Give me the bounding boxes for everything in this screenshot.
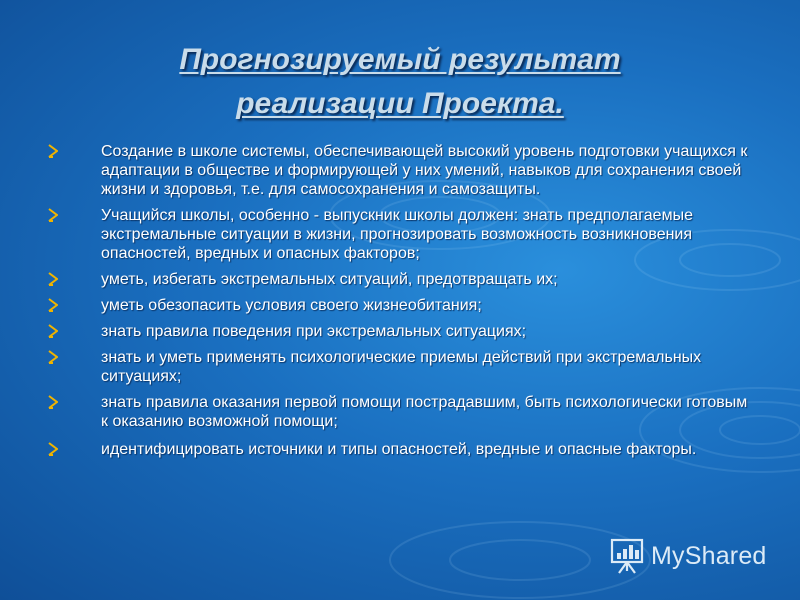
title-line-2: реализации Проекта. [236,87,564,120]
slide-title [0,38,800,126]
list-item-text: знать и уметь применять психологические приемы действий при экстремальных ситуациях; [101,349,702,385]
arrow-bullet-icon [48,442,58,456]
list-item-text: Учащийся школы, особенно - выпускник школы должен: знать предполагаемые экстремальные ситуации в жизни, прогнозировать возможность возникновения опасностей, вредных и опасных факторов; [101,207,693,262]
arrow-bullet-icon [48,272,58,286]
list-item-text: уметь обезопасить условия своего жизнеобитания; [101,297,482,314]
bullet-list [48,142,748,471]
list-item [48,206,748,263]
list-item-text: идентифицировать источники и типы опасностей, вредные и опасные факторы. [101,441,697,458]
myshared-watermark [609,536,767,576]
arrow-bullet-icon [48,324,58,338]
chart-icon [609,537,645,575]
arrow-bullet-icon [48,144,58,158]
list-item [48,296,748,315]
arrow-bullet-icon [48,208,58,222]
list-item-text: Создание в школе системы, обеспечивающей высокий уровень подготовки учащихся к адаптации в обществе и формирующей у них умений, навыков для сохранения своей жизни и здоровья, т.е. для самосохранения и самозащиты. [101,143,748,198]
arrow-bullet-icon [48,395,58,409]
list-item [48,142,748,199]
list-item [48,322,748,341]
arrow-bullet-icon [48,350,58,364]
list-item [48,393,748,431]
list-item-text: знать правила оказания первой помощи пострадавшим, быть психологически готовым к оказанию возможной помощи; [101,394,748,430]
list-item [48,348,748,386]
list-item-text: знать правила поведения при экстремальных ситуациях; [101,323,527,340]
list-item [48,435,748,464]
list-item [48,270,748,289]
watermark-text: MyShared [651,542,767,570]
list-item-text: уметь, избегать экстремальных ситуаций, предотвращать их; [101,271,558,288]
title-line-1: Прогнозируемый результат [179,43,621,76]
arrow-bullet-icon [48,298,58,312]
